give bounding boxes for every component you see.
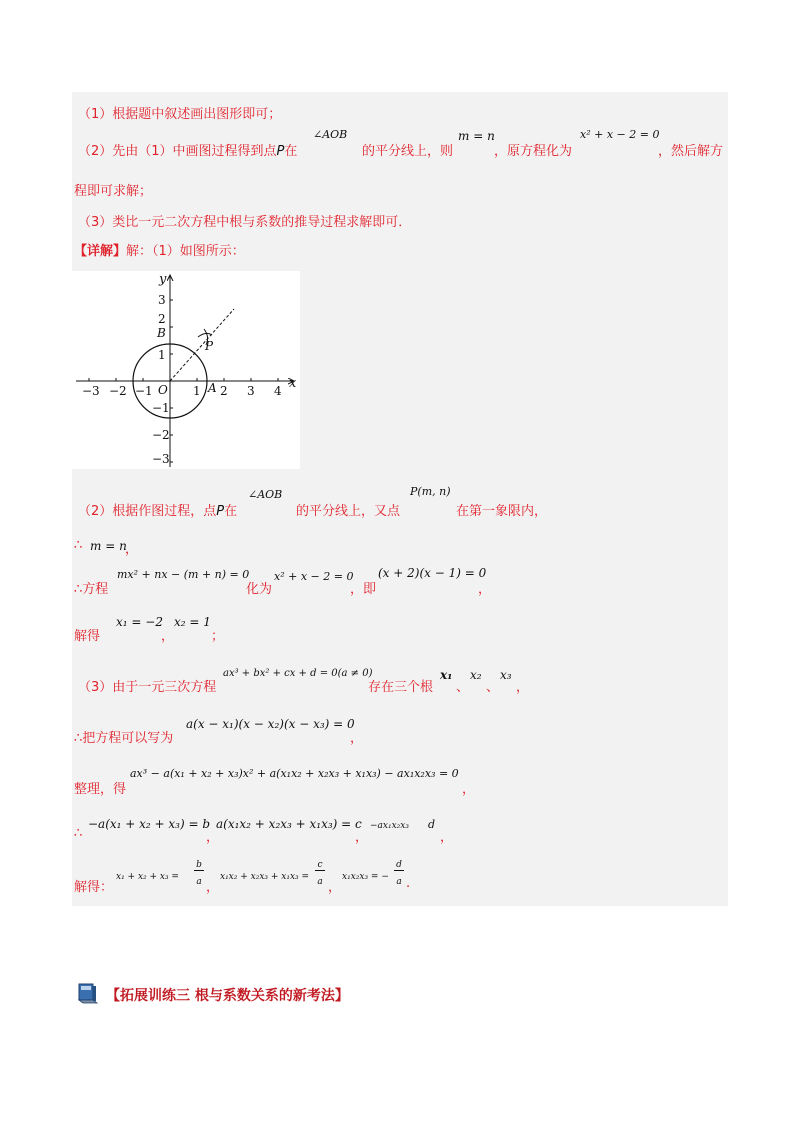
y-tick-label: 2 bbox=[158, 312, 166, 326]
detail-label: 【详解】 bbox=[74, 244, 127, 259]
math-equation: mx² + nx − (m + n) = 0 bbox=[117, 568, 250, 581]
text-segment: 、 bbox=[486, 680, 500, 695]
text-segment: . bbox=[406, 876, 411, 891]
math-angle-aob: ∠AOB bbox=[248, 488, 283, 501]
text-segment: 解：（1）如图所示： bbox=[126, 244, 245, 259]
math-expanded-cubic: ax³ − a(x₁ + x₂ + x₃)x² + a(x₁x₂ + x₂x₃ + x₁x₃) − ax₁x₂x₃ = 0 bbox=[130, 767, 459, 780]
text-segment: ， bbox=[440, 830, 454, 845]
fraction-numerator: b bbox=[194, 860, 204, 871]
text-segment: 、 bbox=[456, 680, 470, 695]
math-d: d bbox=[428, 818, 436, 831]
text-line-s2 bbox=[78, 500, 237, 519]
math-vieta-3: x₁x₂x₃ = − bbox=[342, 872, 389, 882]
text-line-1: （1）根据题中叙述画出图形即可； bbox=[78, 107, 282, 122]
text-segment: 在第一象限内， bbox=[456, 504, 548, 519]
math-angle-aob: ∠AOB bbox=[313, 128, 348, 141]
text-segment: ， bbox=[125, 542, 139, 557]
text-line-2 bbox=[78, 140, 297, 159]
math-point-pmn: P(m, n) bbox=[410, 485, 451, 498]
math-x2: x₂ bbox=[470, 668, 482, 682]
math-root-2: x₂ = 1 bbox=[174, 615, 211, 629]
math-point-p: P bbox=[216, 504, 225, 519]
text-line-4: （3）类比一元二次方程中根与系数的推导过程求解即可． bbox=[78, 215, 412, 230]
math-quadratic: x² + x − 2 = 0 bbox=[580, 128, 660, 141]
text-segment: （2）根据作图过程，点 bbox=[78, 504, 217, 519]
x-tick-label: 3 bbox=[247, 384, 255, 398]
math-sum-roots: −a(x₁ + x₂ + x₃) = b bbox=[88, 817, 211, 831]
x-axis-label: x bbox=[289, 376, 297, 391]
text-segment: ； bbox=[211, 629, 225, 644]
text-line-s7: ∴把方程可以写为 bbox=[74, 731, 174, 746]
text-segment: ， bbox=[206, 830, 220, 845]
therefore-symbol: ∴ bbox=[74, 538, 83, 553]
math-root-1: x₁ = −2 bbox=[116, 615, 163, 629]
text-segment: ， bbox=[328, 880, 342, 895]
fraction-numerator: d bbox=[394, 860, 404, 871]
text-line-3: 程即可求解； bbox=[74, 184, 153, 199]
graph-svg bbox=[72, 271, 300, 469]
point-a-label: A bbox=[208, 381, 217, 395]
x-tick-label: 2 bbox=[220, 384, 228, 398]
section-heading bbox=[76, 984, 349, 1006]
x-tick-label: −1 bbox=[135, 384, 153, 398]
text-segment: 的平分线上，又点 bbox=[296, 504, 401, 519]
book-icon bbox=[76, 982, 100, 1008]
x-tick-label: −2 bbox=[109, 384, 127, 398]
fraction-denominator: a bbox=[396, 877, 402, 887]
text-segment: ， bbox=[516, 680, 530, 695]
x-tick-label: 4 bbox=[274, 384, 282, 398]
text-segment: 存在三个根 bbox=[368, 680, 434, 695]
text-line-s10: 解得： bbox=[74, 880, 114, 895]
math-equation: x² + x − 2 = 0 bbox=[274, 570, 354, 583]
math-vieta-1: x₁ + x₂ + x₃ = bbox=[116, 872, 179, 882]
math-m-equals-n: m = n bbox=[90, 539, 127, 553]
point-p-label: P bbox=[205, 339, 214, 353]
math-pair-products: a(x₁x₂ + x₂x₃ + x₁x₃) = c bbox=[216, 817, 362, 831]
fraction-numerator: c bbox=[315, 860, 325, 871]
math-point-p: P bbox=[276, 144, 285, 159]
math-cubic: ax³ + bx² + cx + d = 0(a ≠ 0) bbox=[223, 668, 373, 679]
text-segment: ，即 bbox=[350, 582, 377, 597]
arc-mark-1 bbox=[198, 333, 212, 337]
y-tick-label: −3 bbox=[152, 452, 170, 466]
fraction-denominator: a bbox=[196, 877, 202, 887]
text-segment: 的平分线上，则 bbox=[362, 144, 454, 159]
text-line-s8: 整理，得 bbox=[74, 782, 127, 797]
math-x1: x₁ bbox=[440, 668, 453, 682]
math-m-equals-n: m = n bbox=[458, 129, 495, 143]
y-axis-label: y bbox=[159, 272, 167, 287]
point-b-label: B bbox=[157, 326, 166, 340]
text-line-s6: （3）由于一元三次方程 bbox=[78, 680, 217, 695]
y-tick-label: 3 bbox=[158, 293, 166, 307]
text-segment: （2）先由（1）中画图过程得到点 bbox=[78, 144, 277, 159]
text-segment: 在 bbox=[224, 504, 238, 519]
text-segment: 化为 bbox=[246, 582, 273, 597]
math-vieta-2: x₁x₂ + x₂x₃ + x₁x₃ = bbox=[220, 872, 310, 882]
text-segment: ， bbox=[161, 629, 175, 644]
text-line-s5: 解得 bbox=[74, 629, 101, 644]
text-segment: ， bbox=[206, 880, 220, 895]
text-segment: ， bbox=[478, 582, 492, 597]
x-tick-label: −3 bbox=[82, 384, 100, 398]
text-line-s9: ∴ bbox=[74, 826, 83, 841]
text-segment: 在 bbox=[284, 144, 298, 159]
text-line-s3 bbox=[74, 538, 82, 553]
text-segment: ，原方程化为 bbox=[494, 144, 573, 159]
math-x3: x₃ bbox=[500, 668, 512, 682]
math-triple-product: −ax₁x₂x₃ bbox=[370, 821, 409, 831]
y-tick-label: −2 bbox=[152, 428, 170, 442]
origin-label: O bbox=[158, 383, 168, 397]
text-segment: ， bbox=[462, 782, 476, 797]
coordinate-graph bbox=[72, 271, 300, 469]
text-line-5 bbox=[74, 240, 245, 259]
x-tick-label: 1 bbox=[193, 384, 201, 398]
fraction-denominator: a bbox=[317, 877, 323, 887]
y-tick-label: −1 bbox=[152, 401, 170, 415]
math-factored: (x + 2)(x − 1) = 0 bbox=[378, 566, 487, 580]
text-segment: ，然后解方 bbox=[658, 144, 724, 159]
y-tick-label: 1 bbox=[158, 348, 166, 362]
section-title: 【拓展训练三 根与系数关系的新考法】 bbox=[106, 988, 349, 1004]
text-segment: ， bbox=[350, 731, 364, 746]
math-factored-cubic: a(x − x₁)(x − x₂)(x − x₃) = 0 bbox=[186, 717, 355, 731]
text-segment: ， bbox=[355, 830, 369, 845]
text-line-s4: ∴方程 bbox=[74, 582, 109, 597]
